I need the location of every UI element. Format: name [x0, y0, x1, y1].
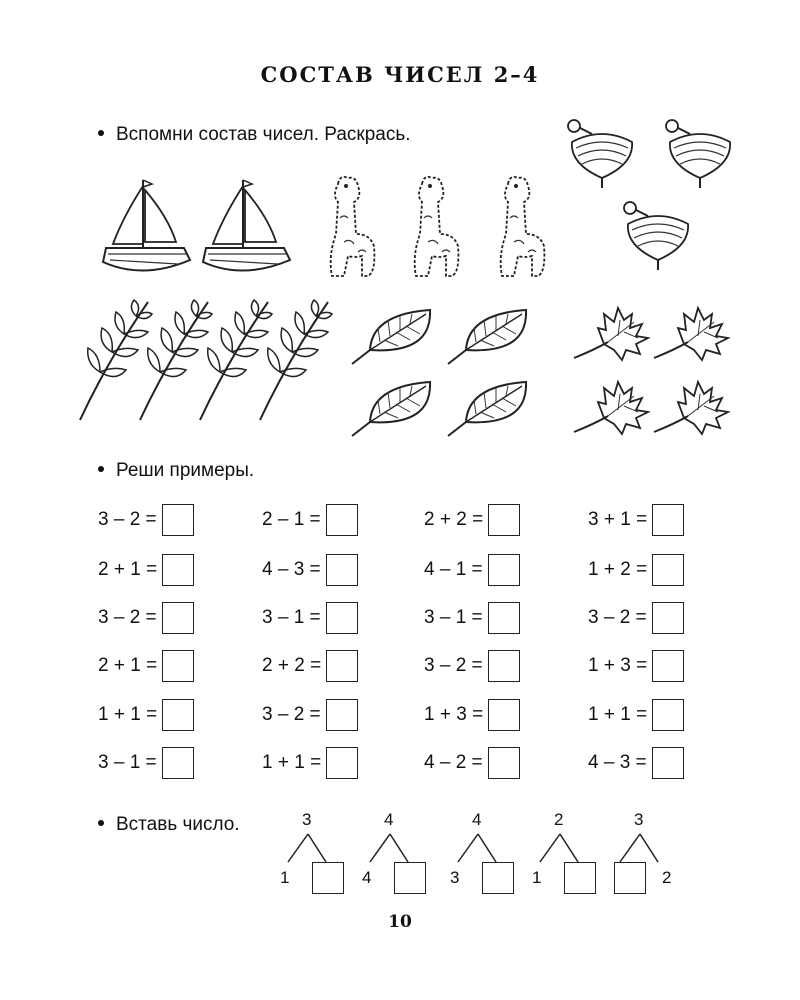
- equation: [588, 503, 684, 537]
- tree-part-left: 4: [362, 868, 372, 887]
- answer-box[interactable]: [162, 699, 194, 731]
- task-insert: [98, 814, 240, 836]
- equation: [98, 503, 194, 537]
- answer-box[interactable]: [652, 602, 684, 634]
- equation: [588, 601, 684, 635]
- equation: [424, 553, 520, 587]
- answer-box[interactable]: [326, 504, 358, 536]
- answer-box[interactable]: [312, 862, 344, 894]
- equation: [588, 553, 684, 587]
- equation-text: 2 + 1 =: [98, 559, 158, 580]
- answer-box[interactable]: [488, 602, 520, 634]
- equation-text: 3 – 2 =: [98, 509, 157, 530]
- task-solve-text: Реши примеры.: [116, 460, 255, 481]
- tree-part-left: 1: [532, 868, 542, 887]
- answer-box[interactable]: [488, 650, 520, 682]
- equation-text: 1 + 1 =: [262, 752, 322, 773]
- answer-box[interactable]: [652, 699, 684, 731]
- answer-box[interactable]: [326, 650, 358, 682]
- equation-text: 4 – 2 =: [424, 752, 483, 773]
- tree-part-left: 1: [280, 868, 290, 887]
- oak-leaf-pictures: [574, 308, 728, 434]
- tree-total: 3: [302, 810, 312, 829]
- answer-box[interactable]: [488, 699, 520, 731]
- equation-text: 4 – 3 =: [262, 559, 321, 580]
- tree-total: 2: [554, 810, 564, 829]
- equation: [424, 746, 520, 780]
- equation: [98, 746, 194, 780]
- number-tree: [450, 810, 530, 900]
- answer-box[interactable]: [326, 602, 358, 634]
- equation-text: 1 + 3 =: [424, 704, 484, 725]
- task-solve: [98, 460, 254, 482]
- equation-text: 2 + 1 =: [98, 655, 158, 676]
- equation-text: 3 – 2 =: [424, 655, 483, 676]
- number-tree: [362, 810, 442, 900]
- equation: [588, 649, 684, 683]
- equation-text: 2 + 2 =: [262, 655, 322, 676]
- equation: [262, 503, 358, 537]
- equation-text: 1 + 1 =: [588, 704, 648, 725]
- equation-text: 2 + 2 =: [424, 509, 484, 530]
- page-title: СОСТАВ ЧИСЕЛ 2–4: [260, 62, 540, 87]
- answer-box[interactable]: [614, 862, 646, 894]
- task-insert-text: Вставь число.: [116, 814, 240, 835]
- answer-box[interactable]: [162, 650, 194, 682]
- equation: [262, 553, 358, 587]
- answer-box[interactable]: [488, 554, 520, 586]
- answer-box[interactable]: [394, 862, 426, 894]
- task-color-text: Вспомни состав чисел. Раскрась.: [116, 124, 411, 145]
- equation-text: 3 – 2 =: [98, 607, 157, 628]
- answer-box[interactable]: [652, 747, 684, 779]
- equation-text: 3 – 1 =: [98, 752, 157, 773]
- giraffe-pictures: [331, 177, 545, 276]
- answer-box[interactable]: [652, 650, 684, 682]
- birch-leaf-pictures: [352, 310, 526, 436]
- tree-total: 4: [472, 810, 482, 829]
- equation: [424, 698, 520, 732]
- answer-box[interactable]: [162, 602, 194, 634]
- equation: [262, 746, 358, 780]
- equation-text: 1 + 2 =: [588, 559, 648, 580]
- number-tree: [532, 810, 612, 900]
- equation: [262, 698, 358, 732]
- tree-part-left: 3: [450, 868, 460, 887]
- boat-pictures: [103, 180, 290, 271]
- tree-part-right: 2: [662, 868, 672, 887]
- answer-box[interactable]: [652, 554, 684, 586]
- answer-box[interactable]: [326, 747, 358, 779]
- equation-text: 2 – 1 =: [262, 509, 321, 530]
- answer-box[interactable]: [162, 747, 194, 779]
- equation: [262, 601, 358, 635]
- answer-box[interactable]: [326, 554, 358, 586]
- equation-text: 1 + 3 =: [588, 655, 648, 676]
- answer-box[interactable]: [564, 862, 596, 894]
- equation: [588, 698, 684, 732]
- answer-box[interactable]: [326, 699, 358, 731]
- equation: [262, 649, 358, 683]
- page-number: 10: [388, 912, 412, 932]
- equation-text: 3 – 1 =: [424, 607, 483, 628]
- answer-box[interactable]: [162, 554, 194, 586]
- equation: [98, 601, 194, 635]
- answer-box[interactable]: [488, 504, 520, 536]
- equation-text: 3 + 1 =: [588, 509, 648, 530]
- bullet: [98, 820, 104, 826]
- equation: [98, 553, 194, 587]
- equation-text: 3 – 2 =: [588, 607, 647, 628]
- equation: [424, 601, 520, 635]
- equation-text: 4 – 3 =: [588, 752, 647, 773]
- equation: [588, 746, 684, 780]
- answer-box[interactable]: [652, 504, 684, 536]
- equation: [424, 503, 520, 537]
- coloring-pictures: [0, 0, 800, 460]
- equation-text: 4 – 1 =: [424, 559, 483, 580]
- equation: [98, 698, 194, 732]
- wheat-pictures: [80, 300, 332, 420]
- equation-text: 1 + 1 =: [98, 704, 158, 725]
- answer-box[interactable]: [162, 504, 194, 536]
- equation-text: 3 – 2 =: [262, 704, 321, 725]
- bullet: [98, 466, 104, 472]
- equation: [424, 649, 520, 683]
- spinning-top-pictures: [568, 120, 730, 270]
- answer-box[interactable]: [488, 747, 520, 779]
- tree-total: 4: [384, 810, 394, 829]
- equation: [98, 649, 194, 683]
- tree-total: 3: [634, 810, 644, 829]
- number-tree: [280, 810, 360, 900]
- number-tree: [612, 810, 692, 900]
- answer-box[interactable]: [482, 862, 514, 894]
- equation-text: 3 – 1 =: [262, 607, 321, 628]
